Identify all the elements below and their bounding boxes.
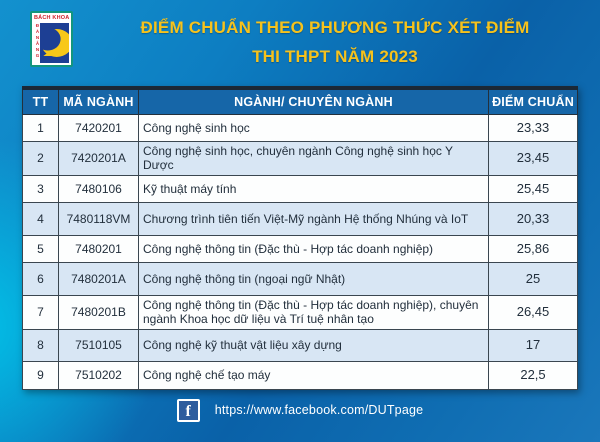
tt-cell: 1 bbox=[23, 114, 59, 141]
code-cell: 7480106 bbox=[59, 175, 139, 202]
name-cell: Chương trình tiên tiến Việt-Mỹ ngành Hệ thống Nhúng và IoT bbox=[139, 202, 489, 235]
table-header-row bbox=[23, 88, 578, 114]
code-cell: 7420201A bbox=[59, 141, 139, 175]
score-cell: 25,86 bbox=[489, 235, 578, 262]
tt-cell: 8 bbox=[23, 329, 59, 361]
code-cell: 7480201B bbox=[59, 295, 139, 329]
score-cell: 17 bbox=[489, 329, 578, 361]
facebook-icon[interactable]: f bbox=[177, 399, 200, 422]
table-row bbox=[23, 175, 578, 202]
name-cell: Công nghệ kỹ thuật vật liệu xây dựng bbox=[139, 329, 489, 361]
facebook-url[interactable]: https://www.facebook.com/DUTpage bbox=[214, 403, 424, 417]
name-cell: Công nghệ thông tin (Đặc thù - Hợp tác doanh nghiệp) bbox=[139, 235, 489, 262]
score-cell: 20,33 bbox=[489, 202, 578, 235]
table-row bbox=[23, 114, 578, 141]
code-cell: 7480201 bbox=[59, 235, 139, 262]
dut-crescent-icon bbox=[40, 23, 69, 63]
col-header-tt: TT bbox=[23, 88, 59, 114]
table-row bbox=[23, 295, 578, 329]
page-title-line2: THI THPT NĂM 2023 bbox=[252, 47, 418, 66]
footer bbox=[0, 396, 600, 424]
page-title bbox=[80, 13, 590, 71]
scores-table bbox=[22, 86, 578, 390]
score-cell: 26,45 bbox=[489, 295, 578, 329]
tt-cell: 6 bbox=[23, 262, 59, 295]
page-title-line1: ĐIỂM CHUẨN THEO PHƯƠNG THỨC XÉT ĐIỂM bbox=[140, 18, 530, 37]
score-cell: 22,5 bbox=[489, 361, 578, 389]
table-row bbox=[23, 262, 578, 295]
name-cell: Công nghệ chế tạo máy bbox=[139, 361, 489, 389]
logo-top-text: BÁCH KHOA bbox=[34, 15, 70, 21]
code-cell: 7510202 bbox=[59, 361, 139, 389]
tt-cell: 5 bbox=[23, 235, 59, 262]
col-header-code: MÃ NGÀNH bbox=[59, 88, 139, 114]
name-cell: Công nghệ sinh học bbox=[139, 114, 489, 141]
table-row bbox=[23, 329, 578, 361]
name-cell: Kỹ thuật máy tính bbox=[139, 175, 489, 202]
tt-cell: 4 bbox=[23, 202, 59, 235]
university-logo bbox=[30, 11, 73, 67]
code-cell: 7480118VM bbox=[59, 202, 139, 235]
score-cell: 25,45 bbox=[489, 175, 578, 202]
tt-cell: 2 bbox=[23, 141, 59, 175]
tt-cell: 3 bbox=[23, 175, 59, 202]
code-cell: 7420201 bbox=[59, 114, 139, 141]
table-row bbox=[23, 141, 578, 175]
name-cell: Công nghệ thông tin (Đặc thù - Hợp tác doanh nghiệp), chuyên ngành Khoa học dữ liệu và Trí tuệ nhân tạo bbox=[139, 295, 489, 329]
col-header-name: NGÀNH/ CHUYÊN NGÀNH bbox=[139, 88, 489, 114]
name-cell: Công nghệ sinh học, chuyên ngành Công nghệ sinh học Y Dược bbox=[139, 141, 489, 175]
tt-cell: 7 bbox=[23, 295, 59, 329]
logo-vertical-text: ĐÀNẴNG bbox=[35, 23, 40, 59]
table-row bbox=[23, 361, 578, 389]
tt-cell: 9 bbox=[23, 361, 59, 389]
table-row bbox=[23, 202, 578, 235]
code-cell: 7480201A bbox=[59, 262, 139, 295]
score-cell: 23,33 bbox=[489, 114, 578, 141]
table-row bbox=[23, 235, 578, 262]
score-cell: 23,45 bbox=[489, 141, 578, 175]
col-header-score: ĐIỂM CHUẨN bbox=[489, 88, 578, 114]
code-cell: 7510105 bbox=[59, 329, 139, 361]
name-cell: Công nghệ thông tin (ngoại ngữ Nhật) bbox=[139, 262, 489, 295]
score-cell: 25 bbox=[489, 262, 578, 295]
